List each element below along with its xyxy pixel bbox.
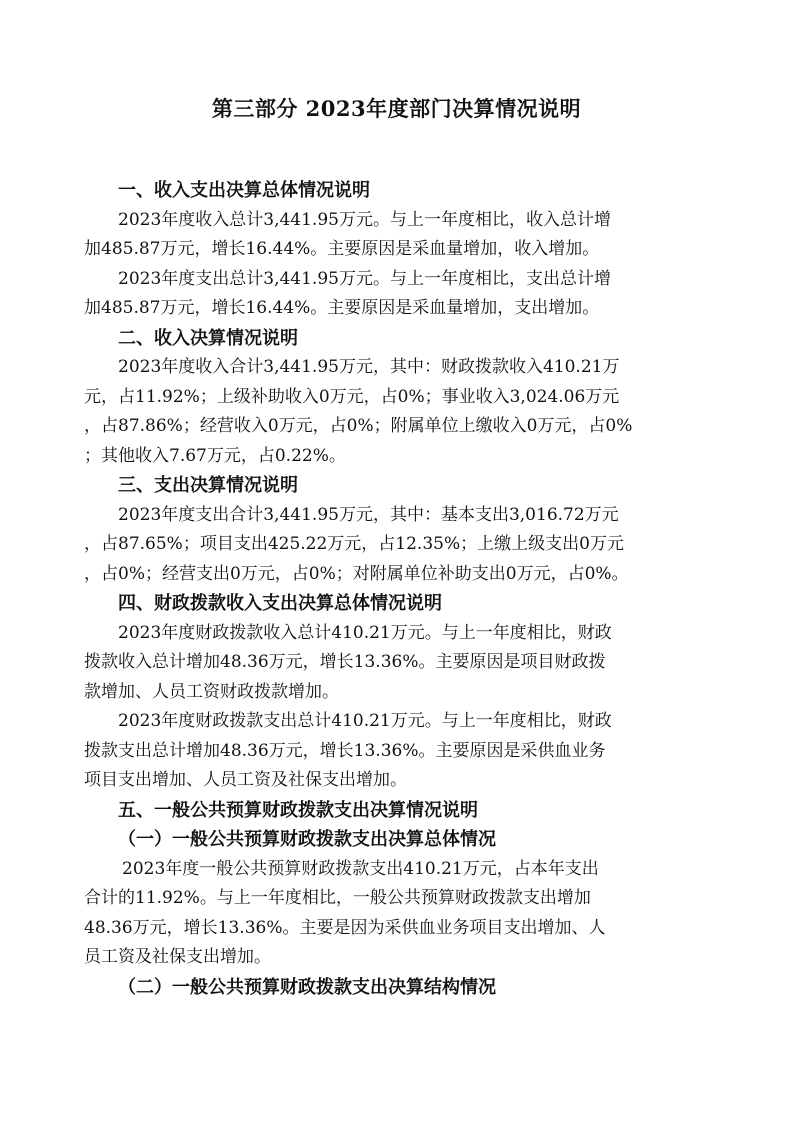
text-line: 48.36万元，增长13.36%。主要是因为采供血业务项目支出增加、人 [84,917,606,938]
text-line: ，占87.86%；经营收入0万元，占0%；附属单位上缴收入0万元，占0% [84,416,633,436]
section-heading-5: 五、一般公共预算财政拨款支出决算情况说明 [118,799,478,821]
text-line: 项目支出增加、人员工资及社保支出增加。 [84,770,407,790]
text-line: 2023年度财政拨款支出总计410.21万元。与上一年度相比，财政 [118,711,612,731]
document-body [84,176,716,1002]
text-line: 2023年度一般公共预算财政拨款支出410.21万元，占本年支出 [122,858,599,879]
section-heading-2: 二、收入决算情况说明 [118,327,298,349]
text-line: 2023年度收入总计3,441.95万元。与上一年度相比，收入总计增 [118,209,611,230]
text-line: ，占87.65%；项目支出425.22万元，占12.35%；上缴上级支出0万元 [84,534,624,554]
section-1-paragraph-1 [84,206,716,265]
subsection-5-1-paragraph [84,855,716,973]
text-line: 2023年度支出合计3,441.95万元，其中：基本支出3,016.72万元 [118,504,619,525]
section-heading-4: 四、财政拨款收入支出决算总体情况说明 [118,593,442,614]
section-1-paragraph-2 [84,265,716,324]
section-4-paragraph-2 [84,707,716,796]
section-4-paragraph-1 [84,619,716,708]
text-line: 加485.87万元，增长16.44%。主要原因是采血量增加，收入增加。 [84,239,600,259]
text-line: 拨款支出总计增加48.36万元，增长13.36%。主要原因是采供血业务 [84,740,606,761]
page-title: 第三部分 2023年度部门决算情况说明 [211,96,582,121]
section-heading-1: 一、收入支出决算总体情况说明 [118,180,370,201]
section-3-paragraph-1 [84,501,716,590]
text-line: ，占0%；经营支出0万元，占0%；对附属单位补助支出0万元，占0%。 [84,563,629,584]
subsection-heading-5-1: （一）一般公共预算财政拨款支出决算总体情况 [118,829,496,850]
section-heading-3: 三、支出决算情况说明 [118,475,298,496]
text-line: 合计的11.92%。与上一年度相比，一般公共预算财政拨款支出增加 [84,888,591,908]
text-line: ；其他收入7.67万元，占0.22%。 [84,445,346,466]
subsection-heading-5-2: （二）一般公共预算财政拨款支出决算结构情况 [118,976,496,998]
text-line: 拨款收入总计增加48.36万元，增长13.36%。主要原因是项目财政拨 [84,652,606,672]
text-line: 元，占11.92%；上级补助收入0万元，占0%；事业收入3,024.06万元 [84,386,620,407]
section-2-paragraph-1 [84,353,716,471]
text-line: 2023年度财政拨款收入总计410.21万元。与上一年度相比，财政 [118,622,612,643]
text-line: 员工资及社保支出增加。 [84,947,271,967]
text-line: 款增加、人员工资财政拨款增加。 [84,681,339,702]
text-line: 加485.87万元，增长16.44%。主要原因是采血量增加，支出增加。 [84,298,600,318]
text-line: 2023年度收入合计3,441.95万元，其中：财政拨款收入410.21万 [118,357,620,377]
text-line: 2023年度支出总计3,441.95万元。与上一年度相比，支出总计增 [118,268,611,289]
